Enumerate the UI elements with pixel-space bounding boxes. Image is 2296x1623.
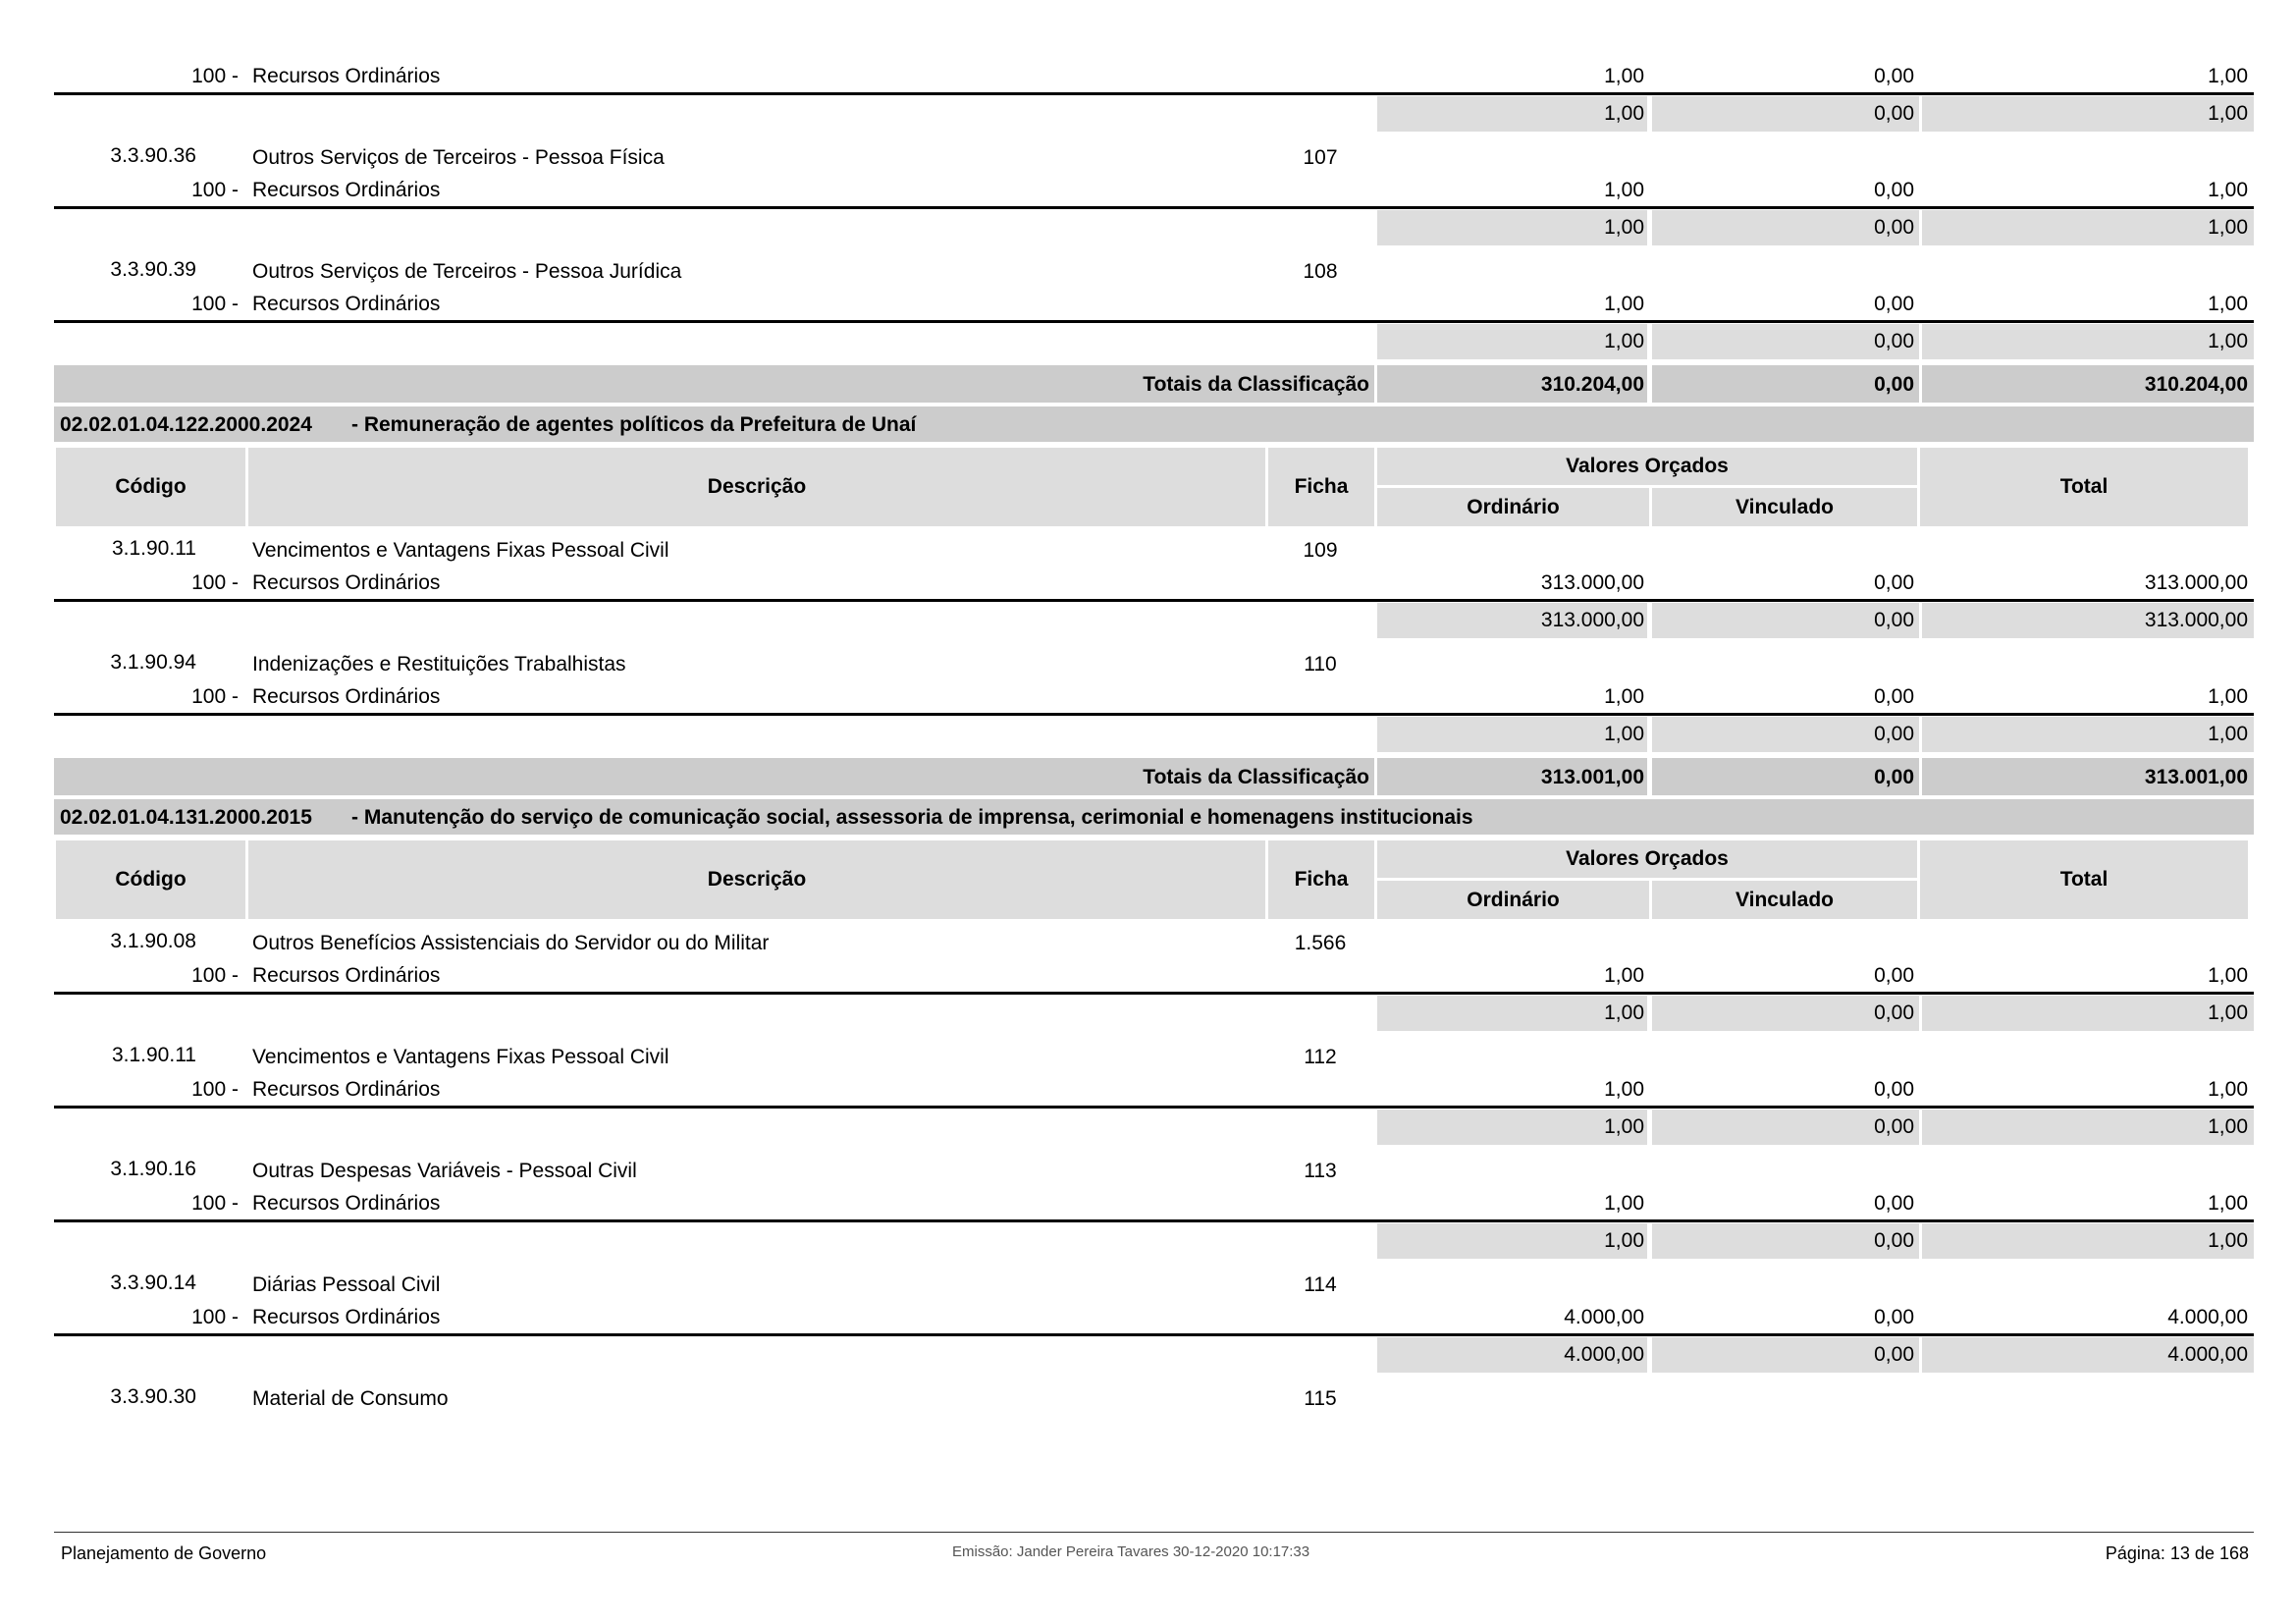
value-total: 1,00 [2208,1192,2248,1215]
totals-vinculado: 0,00 [1874,373,1914,396]
value-vinculado: 0,00 [1874,293,1914,315]
subtotal-vinculado: 0,00 [1874,216,1914,239]
value-vinculado: 0,00 [1874,65,1914,87]
value-total: 1,00 [2208,964,2248,987]
column-header-total: Total [1920,840,2248,919]
account-description: Outros Benefícios Assistenciais do Servidor ou do Militar [252,932,770,954]
totals-ordinario: 310.204,00 [1540,373,1644,396]
subtotal-cell-total [1922,1109,2254,1145]
value-total: 1,00 [2208,179,2248,201]
value-ordinario: 1,00 [1604,293,1644,315]
account-code: 3.3.90.14 [110,1271,196,1294]
ficha-number: 114 [1304,1273,1337,1296]
item-divider [54,713,2254,716]
item-divider [54,1106,2254,1109]
subtotal-total: 1,00 [2208,216,2248,239]
value-vinculado: 0,00 [1874,685,1914,708]
account-code: 3.1.90.11 [111,1044,196,1066]
account-description: Outros Serviços de Terceiros - Pessoa Física [252,146,665,169]
source-description: Recursos Ordinários [252,1192,441,1215]
value-ordinario: 1,00 [1604,179,1644,201]
totals-total: 313.001,00 [2144,766,2248,788]
subtotal-vinculado: 0,00 [1874,1001,1914,1024]
subtotal-total: 4.000,00 [2167,1343,2248,1366]
value-ordinario: 1,00 [1604,1078,1644,1101]
value-ordinario: 1,00 [1604,964,1644,987]
source-code: 100 - [191,293,239,315]
column-header-vinculado: Vinculado [1652,881,1917,919]
subtotal-total: 1,00 [2208,1229,2248,1252]
subtotal-ordinario: 1,00 [1604,723,1644,745]
account-description: Indenizações e Restituições Trabalhistas [252,653,626,676]
subtotal-cell-total [1922,996,2254,1031]
subtotal-vinculado: 0,00 [1874,723,1914,745]
totals-label: Totais da Classificação [1143,373,1369,396]
account-description: Vencimentos e Vantagens Fixas Pessoal Civil [252,1046,669,1068]
subtotal-ordinario: 1,00 [1604,1115,1644,1138]
column-header-descricao: Descrição [248,840,1265,919]
subtotal-vinculado: 0,00 [1874,1343,1914,1366]
subtotal-cell-total [1922,717,2254,752]
account-code: 3.3.90.30 [110,1385,196,1408]
subtotal-vinculado: 0,00 [1874,1229,1914,1252]
value-total: 1,00 [2208,65,2248,87]
account-description: Outras Despesas Variáveis - Pessoal Civil [252,1160,637,1182]
account-description: Material de Consumo [252,1387,449,1410]
ficha-number: 110 [1304,653,1337,676]
footer-emission: Emissão: Jander Pereira Tavares 30-12-2020 10:17:33 [952,1543,1310,1560]
value-vinculado: 0,00 [1874,1306,1914,1328]
value-total: 313.000,00 [2144,571,2248,594]
subtotal-vinculado: 0,00 [1874,330,1914,352]
source-description: Recursos Ordinários [252,571,441,594]
subtotal-total: 1,00 [2208,330,2248,352]
subtotal-vinculado: 0,00 [1874,1115,1914,1138]
ficha-number: 109 [1303,539,1338,562]
account-code: 3.3.90.39 [110,258,196,281]
column-header-codigo: Código [56,448,245,526]
subtotal-vinculado: 0,00 [1874,609,1914,631]
account-description: Outros Serviços de Terceiros - Pessoa Jurídica [252,260,682,283]
value-vinculado: 0,00 [1874,1192,1914,1215]
classification-title: - Manutenção do serviço de comunicação social, assessoria de imprensa, cerimonial e homenagens institucionais [351,806,1473,829]
subtotal-total: 1,00 [2208,1115,2248,1138]
account-code: 3.3.90.36 [110,144,196,167]
ficha-number: 112 [1304,1046,1337,1068]
account-code: 3.1.90.11 [111,537,196,560]
source-code: 100 - [191,964,239,987]
subtotal-total: 1,00 [2208,1001,2248,1024]
column-header-ficha: Ficha [1268,840,1374,919]
totals-vinculado: 0,00 [1874,766,1914,788]
source-description: Recursos Ordinários [252,964,441,987]
subtotal-cell-total [1922,96,2254,132]
classification-title: - Remuneração de agentes políticos da Prefeitura de Unaí [351,413,917,436]
item-divider [54,1219,2254,1222]
ficha-number: 108 [1303,260,1338,283]
footer-department: Planejamento de Governo [61,1543,267,1563]
classification-code: 02.02.01.04.122.2000.2024 [60,413,312,436]
account-code: 3.1.90.08 [110,930,196,952]
source-description: Recursos Ordinários [252,1078,441,1101]
source-description: Recursos Ordinários [252,1306,441,1328]
column-header-valores-orcados: Valores Orçados [1377,448,1917,485]
item-divider [54,1333,2254,1336]
column-header-valores-orcados: Valores Orçados [1377,840,1917,878]
subtotal-total: 1,00 [2208,723,2248,745]
source-description: Recursos Ordinários [252,293,441,315]
ficha-number: 107 [1303,146,1338,169]
subtotal-ordinario: 1,00 [1604,330,1644,352]
item-divider [54,320,2254,323]
value-vinculado: 0,00 [1874,179,1914,201]
item-divider [54,992,2254,995]
subtotal-ordinario: 1,00 [1604,1001,1644,1024]
source-description: Recursos Ordinários [252,65,441,87]
source-code: 100 - [191,65,239,87]
subtotal-total: 1,00 [2208,102,2248,125]
value-total: 4.000,00 [2167,1306,2248,1328]
account-code: 3.1.90.94 [110,651,196,674]
footer-page-number: Página: 13 de 168 [2105,1543,2249,1563]
source-code: 100 - [191,1192,239,1215]
subtotal-cell-total [1922,210,2254,245]
column-header-descricao: Descrição [248,448,1265,526]
value-ordinario: 313.000,00 [1540,571,1644,594]
value-ordinario: 1,00 [1604,65,1644,87]
subtotal-ordinario: 1,00 [1604,1229,1644,1252]
column-header-total: Total [1920,448,2248,526]
source-code: 100 - [191,571,239,594]
ficha-number: 113 [1304,1160,1337,1182]
source-code: 100 - [191,1078,239,1101]
ficha-number: 1.566 [1294,932,1347,954]
subtotal-total: 313.000,00 [2144,609,2248,631]
subtotal-ordinario: 4.000,00 [1564,1343,1644,1366]
column-header-ordinario: Ordinário [1377,488,1649,526]
totals-total: 310.204,00 [2144,373,2248,396]
totals-ordinario: 313.001,00 [1540,766,1644,788]
value-vinculado: 0,00 [1874,964,1914,987]
source-code: 100 - [191,685,239,708]
value-ordinario: 4.000,00 [1564,1306,1644,1328]
ficha-number: 115 [1304,1387,1337,1410]
value-total: 1,00 [2208,1078,2248,1101]
footer-divider [54,1532,2254,1533]
subtotal-ordinario: 1,00 [1604,102,1644,125]
value-total: 1,00 [2208,685,2248,708]
source-description: Recursos Ordinários [252,685,441,708]
source-code: 100 - [191,179,239,201]
subtotal-vinculado: 0,00 [1874,102,1914,125]
item-divider [54,92,2254,95]
source-code: 100 - [191,1306,239,1328]
column-header-vinculado: Vinculado [1652,488,1917,526]
item-divider [54,206,2254,209]
subtotal-ordinario: 313.000,00 [1540,609,1644,631]
source-description: Recursos Ordinários [252,179,441,201]
value-vinculado: 0,00 [1874,1078,1914,1101]
subtotal-cell-total [1922,324,2254,359]
subtotal-cell-total [1922,1223,2254,1259]
account-description: Vencimentos e Vantagens Fixas Pessoal Civil [252,539,669,562]
value-total: 1,00 [2208,293,2248,315]
account-code: 3.1.90.16 [110,1158,196,1180]
subtotal-ordinario: 1,00 [1604,216,1644,239]
value-vinculado: 0,00 [1874,571,1914,594]
column-header-ordinario: Ordinário [1377,881,1649,919]
value-ordinario: 1,00 [1604,1192,1644,1215]
column-header-codigo: Código [56,840,245,919]
value-ordinario: 1,00 [1604,685,1644,708]
totals-label: Totais da Classificação [1143,766,1369,788]
classification-code: 02.02.01.04.131.2000.2015 [60,806,312,829]
item-divider [54,599,2254,602]
column-header-ficha: Ficha [1268,448,1374,526]
account-description: Diárias Pessoal Civil [252,1273,441,1296]
